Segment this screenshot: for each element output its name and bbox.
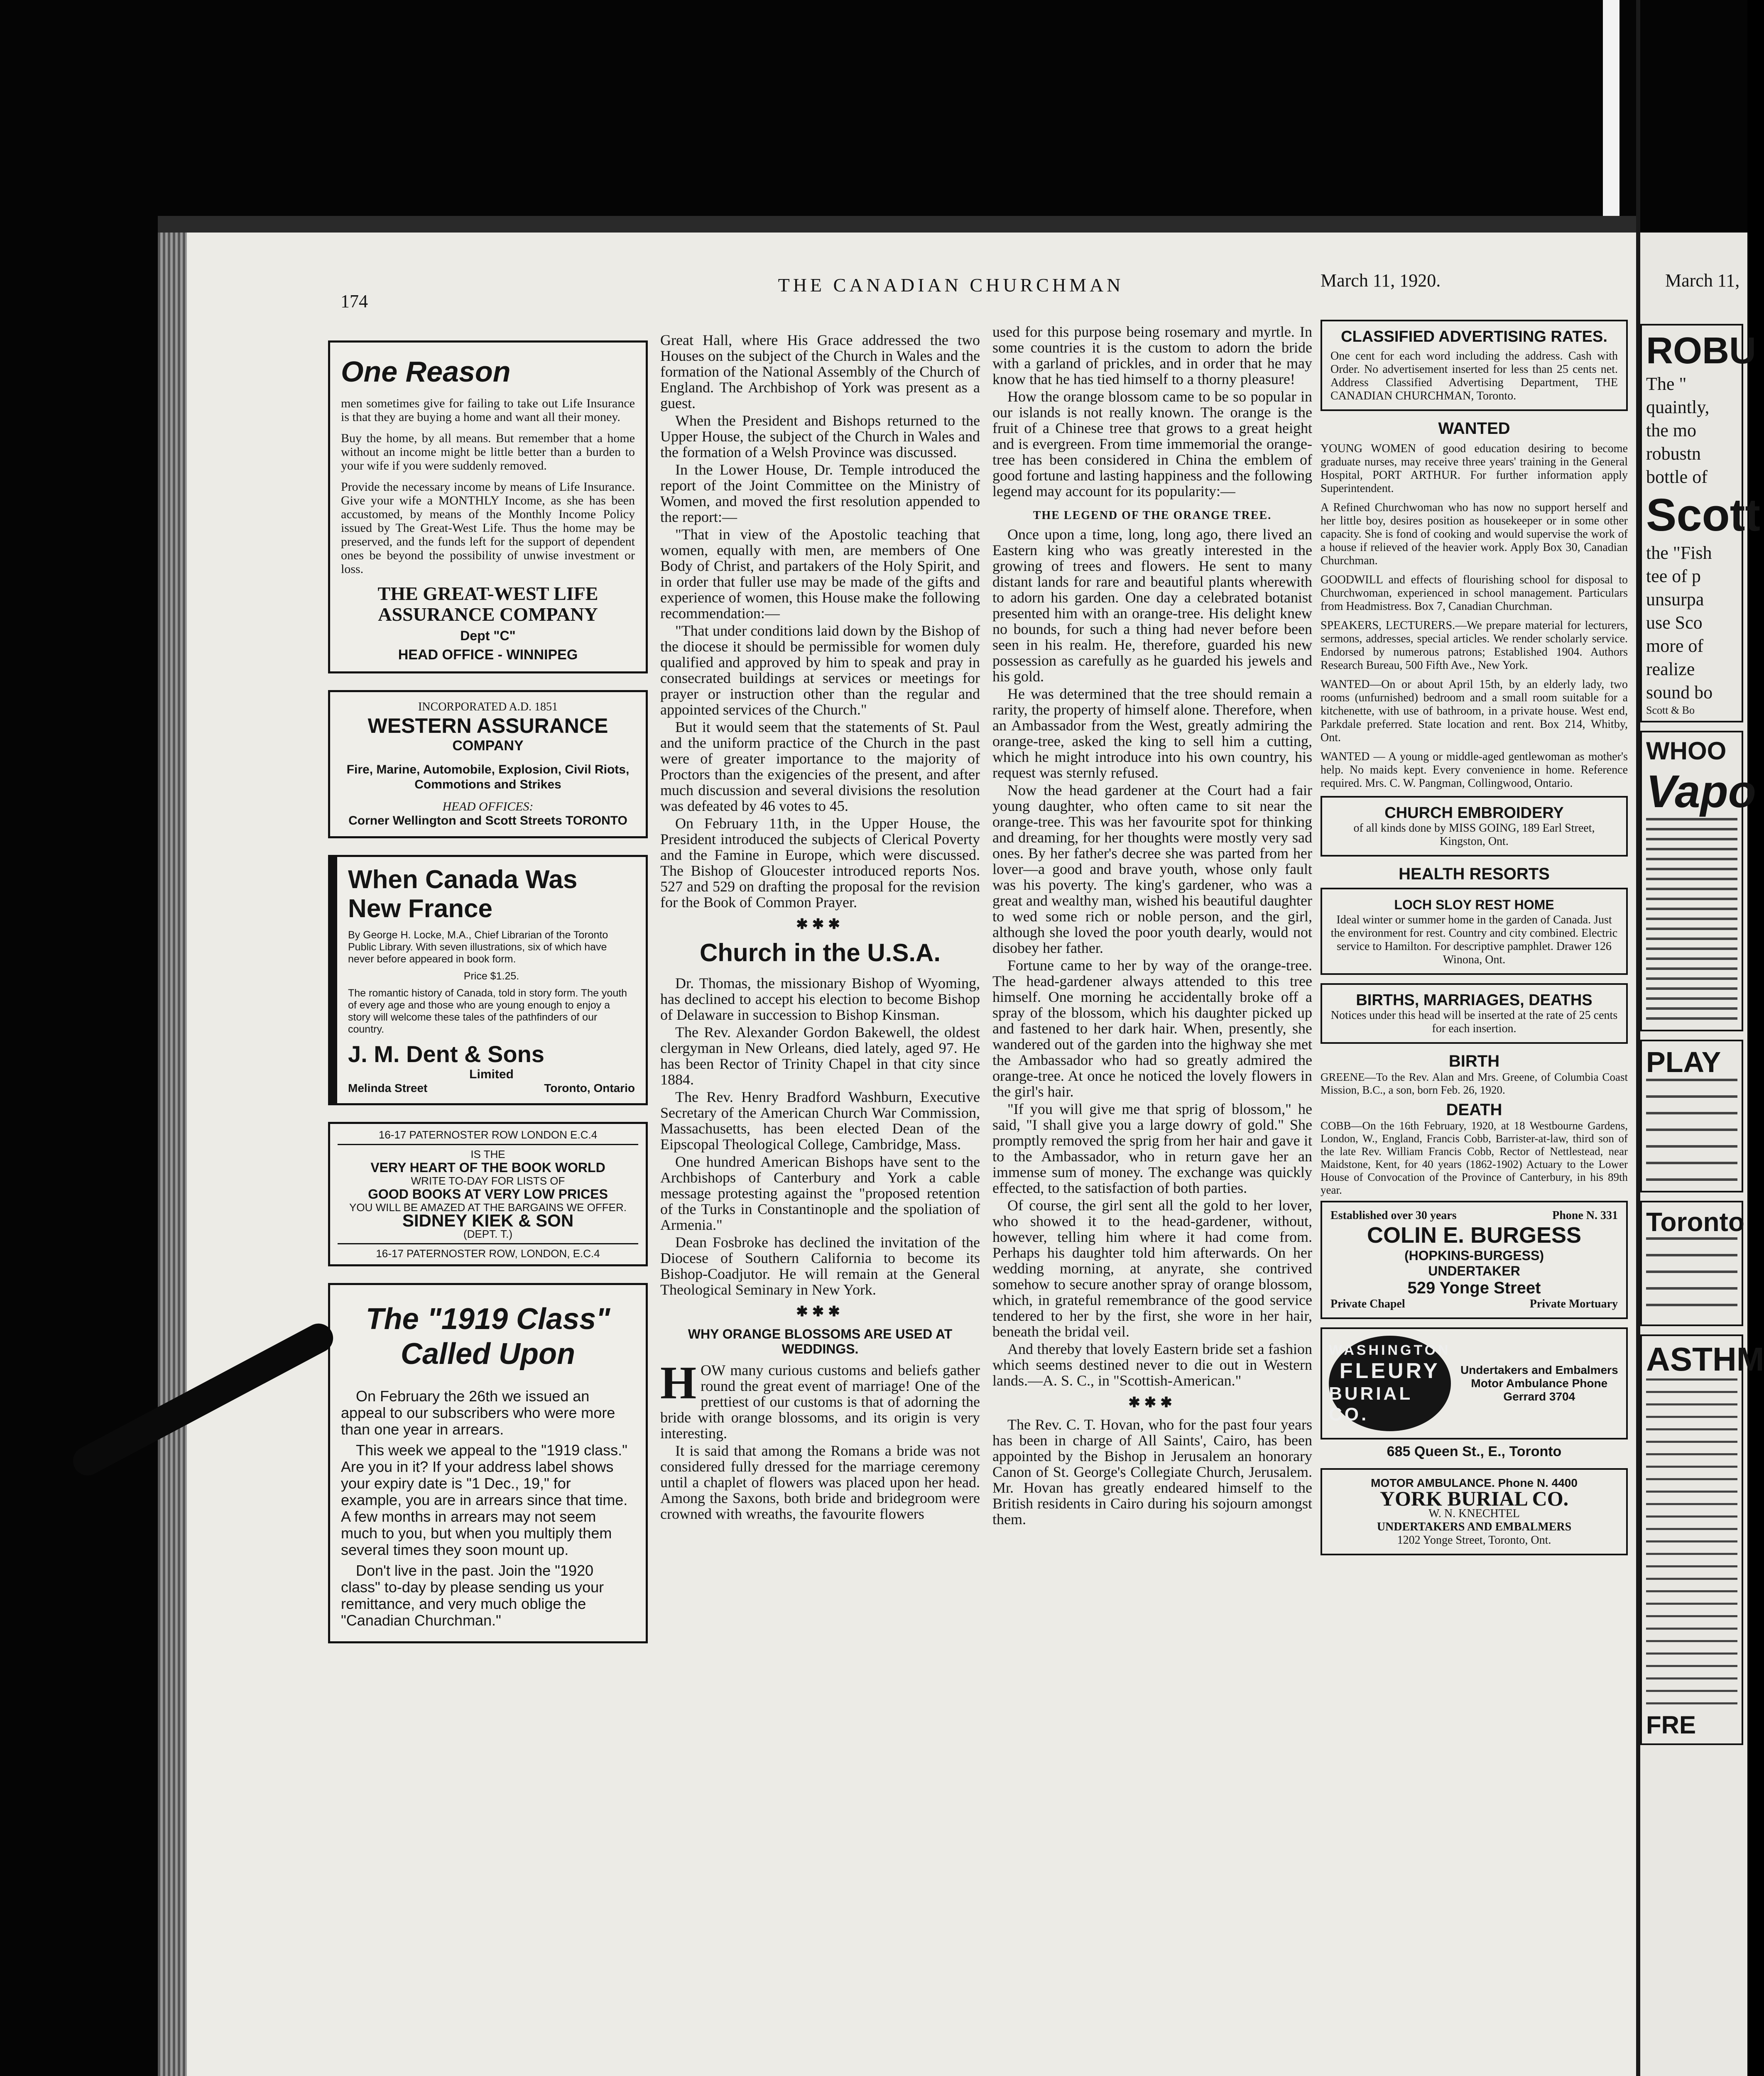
right-page-line: robustn (1646, 443, 1701, 464)
right-page-line: bottle of (1646, 467, 1708, 487)
right-page-scott: Scott (1646, 490, 1760, 541)
article-paragraph: Great Hall, where His Grace addressed the two Houses on the subject of the Church in Wales and the formation of the National Assembly of the Church of England. The Archbishop of York was present as a guest. (660, 332, 980, 411)
right-page-line: quaintly, (1646, 397, 1710, 417)
article-paragraph: The Rev. C. T. Hovan, who for the past four years has been in charge of All Saints', Cairo, has been appointed by the Bishop in Jerusalem an honorary Canon of St. George's Collegiate Church, Jerusalem. Mr. Hovan has greatly endeared himself to the British residents in Cairo during his sojourn amongst them. (992, 1416, 1312, 1528)
notice-paragraph: On February the 26th we issued an appeal to our subscribers who were more than one year in arrears. (341, 1388, 615, 1438)
york-burial-ad (1321, 1468, 1628, 1555)
fleury-address: 685 Queen St., E., Toronto (1387, 1444, 1562, 1459)
article-paragraph: The Rev. Henry Bradford Washburn, Executive Secretary of the American Church War Commission, Massachusetts, has been elected Dean of the Eipscopal Theological College, Cambridge, Mass. (660, 1089, 980, 1153)
article-paragraph (660, 1357, 980, 1442)
kiek-line: IS THE (470, 1148, 505, 1160)
section-divider: ✱✱✱ (796, 917, 844, 932)
head-offices-address: Corner Wellington and Scott Streets TORONTO (348, 814, 627, 827)
right-page-text-lines (1646, 1079, 1737, 1187)
divider (338, 1144, 638, 1145)
loch-sloy-ad (1321, 888, 1628, 975)
right-page-robu: ROBU (1646, 330, 1756, 372)
page-gutter (158, 233, 187, 2076)
right-page-text-lines (1646, 818, 1737, 1026)
article-paragraph: "That in view of the Apostolic teaching that women, equally with men, are members of One Body of Christ, and partakers of the Holy Spirit, and in order that fuller use may be made of the gifts and experience of women, this House make the following recommendation:— (660, 526, 980, 622)
kiek-line: YOU WILL BE AMAZED AT THE BARGAINS WE OFFER. (349, 1201, 627, 1214)
right-page-line: realize (1646, 659, 1695, 679)
article-paragraph: used for this purpose being rosemary and myrtle. In some countries it is the custom to adorn the bride with a garland of prickles, and in order that he may know that he has tied himself to a thorny pleasure! (992, 323, 1312, 387)
right-page-line: The " (1646, 374, 1687, 394)
article-paragraph: He was determined that the tree should remain a rarity, the property of himself alone. Therefore, when an Ambassador from the West, greatly admiring the orange-tree, asked the king to sell him a cutting, which he might introduce into his own country, his request was sternly refused. (992, 685, 1312, 781)
church-embroidery-ad (1321, 796, 1628, 857)
york-sub: UNDERTAKERS AND EMBALMERS (1377, 1520, 1572, 1533)
classified-ad: YOUNG WOMEN of good education desiring to become graduate nurses, may receive three years' training in the General Hospital, PORT ARTHUR. For further information apply Superintendent. (1321, 442, 1628, 495)
section-heading: Church in the U.S.A. (699, 939, 941, 967)
section-divider: ✱✱✱ (796, 1304, 844, 1320)
right-page-whoo-box (1640, 731, 1756, 1031)
loch-sloy-text: Ideal winter or summer home in the garden of Canada. Just the environment for rest. Country and city combined. Electric service to Hamilton. For descriptive pamphlet. Drawer 126 Winona, Ont. (1330, 913, 1618, 966)
head-office: HEAD OFFICE - WINNIPEG (398, 647, 578, 663)
right-page-fragment (1640, 233, 1764, 2076)
right-page-line: the mo (1646, 420, 1696, 441)
article-paragraph: One hundred American Bishops have sent to the Archbishops of Canterbury and York a cable message protesting against the "proposed retention of the Turks in Constantinople and the spoliation of Armenia." (660, 1153, 980, 1233)
article-paragraph: And thereby that lovely Eastern bride set a fashion which seems destined never to die out in Western lands.—A. S. C., in "Scottish-American." (992, 1341, 1312, 1389)
right-page-line: use Sco (1646, 612, 1703, 633)
right-page-fre: FRE (1646, 1711, 1696, 1739)
article-paragraph: It is said that among the Romans a bride was not considered fully dressed for the marriage ceremony until a chaplet of flowers was placed upon her head. Among the Saxons, both bride and bridegroom were crowned with wreaths, the favourite flowers (660, 1442, 980, 1522)
classified-rates-text: One cent for each word including the address. Cash with Order. No advertisement inserted for less than 25 cents net. Address Classified Advertising Department, THE CANADIAN CHURCHMAN, Toronto. (1330, 350, 1618, 402)
burgess-mortuary: Private Mortuary (1529, 1298, 1618, 1310)
drop-cap: H (660, 1357, 697, 1409)
insurance-lines: Fire, Marine, Automobile, Explosion, Civil Riots, Commotions and Strikes (346, 763, 630, 791)
article-paragraph: But it would seem that the statements of St. Paul and the uniform practice of the Church in the past were of greater importance to the majority of Proctors than the exigencies of the present, and after much discussion and several divisions the resolution was defeated by 46 votes to 45. (660, 719, 980, 814)
right-page-play-box (1640, 1040, 1743, 1192)
kiek-line: (DEPT. T.) (463, 1228, 512, 1240)
birth-notice: GREENE—To the Rev. Alan and Mrs. Greene, of Columbia Coast Mission, B.C., a son, born Feb. 26, 1920. (1321, 1071, 1628, 1096)
fleury-services: Undertakers and Embalmers Motor Ambulance Phone Gerrard 3704 (1460, 1364, 1618, 1403)
birth-heading: BIRTH (1448, 1052, 1500, 1070)
publisher-limited: Limited (469, 1067, 514, 1081)
notice-title: The "1919 Class" Called Upon (365, 1302, 610, 1371)
article-paragraph: When the President and Bishops returned to the Upper House, the subject of the Church in Wales and the formation of a Welsh Province was discussed. (660, 412, 980, 460)
drop-cap-text: OW many curious customs and beliefs gather round the great event of marriage! One of the prettiest of our customs is that of adorning the bride with orange blossoms, and its origin is very interesting. (660, 1362, 980, 1442)
great-west-life-ad (328, 340, 648, 673)
kiek-line: 16-17 PATERNOSTER ROW LONDON E.C.4 (378, 1129, 598, 1141)
section-divider: ✱✱✱ (1128, 1395, 1176, 1410)
york-phone: MOTOR AMBULANCE. Phone N. 4400 (1371, 1476, 1578, 1489)
article-paragraph: "If you will give me that sprig of blossom," he said, "I shall give you a large dowry of gold." She promptly removed the sprig from her hair and gave it to the Ambassador, who in return gave her an immense sum of money. The exchange was quickly effected, to the satisfaction of both parties. (992, 1101, 1312, 1196)
right-page-date: March 11, (1665, 270, 1740, 291)
classified-ad: SPEAKERS, LECTURERS.—We prepare material for lecturers, sermons, addresses, special articles. We render scholarly service. Endorsed by numerous patrons; Established 1904. Authors Research Bureau, 500 Fifth Ave., New York. (1321, 619, 1628, 672)
kiek-line: VERY HEART OF THE BOOK WORLD (370, 1160, 605, 1175)
embroidery-text: of all kinds done by MISS GOING, 189 Earl Street, Kingston, Ont. (1353, 822, 1595, 848)
notice-paragraph: This week we appeal to the "1919 class." Are you in it? If your address label shows your expiry date is "1 Dec., 19," for example, you are in arrears since that time. A few months in arrears may not seem much to you, but when you multiply them several times they soon mount up. (341, 1442, 628, 1558)
article-subheading: WHY ORANGE BLOSSOMS ARE USED AT WEDDINGS. (688, 1327, 953, 1356)
right-page-asthma-box (1640, 1334, 1764, 1745)
article-paragraph: How the orange blossom came to be so popular in our islands is not really known. The orange is the fruit of a Chinese tree that grows to a great height and is evergreen. From time immemorial the orange-tree has been considered in China the emblem of good fortune and lasting happiness and the following legend may account for its popularity:— (992, 388, 1312, 499)
right-page-asthm: ASTHM (1646, 1341, 1764, 1378)
article-paragraph: In the Lower House, Dr. Temple introduced the report of the Joint Committee on the Ministry of Women, and moved the first resolution appended to the report:— (660, 461, 980, 525)
issue-date: March 11, 1920. (1321, 270, 1441, 291)
company-dept: Dept "C" (460, 628, 516, 643)
column-c (992, 324, 1312, 1529)
company-name: THE GREAT-WEST LIFE ASSURANCE COMPANY (377, 583, 598, 625)
right-page-text-lines (1646, 1378, 1737, 1711)
column-ads-left (328, 340, 648, 1660)
article-paragraph: Now the head gardener at the Court had a fair young daughter, who often came to sit near the orange-tree. This was her favourite spot for thinking and dreaming, for her thoughts were mostly very sad ones. By her father's decree she was parted from her lover—a good and brave youth, whose only fault was his poverty. The king's gardener, who was a great and wealthy man, wished his beautiful daughter to wed some rich or noble person, and the girl, although she loved the poor youth dearly, would not disobey her father. (992, 782, 1312, 956)
classified-ad: WANTED—On or about April 15th, by an elderly lady, two rooms (unfurnished) bedroom and a small room suitable for a kitchenette, with use of bathroom, in a private house. West end, Parkdale preferred. State location and rent. Box 214, Whitby, Ont. (1321, 678, 1628, 744)
right-page-play: PLAY (1646, 1046, 1721, 1078)
new-france-book-ad (328, 855, 648, 1105)
right-page-toronto: Toronto (1646, 1207, 1744, 1237)
burgess-bottom-row (1330, 1298, 1618, 1311)
ad-title: One Reason (341, 355, 511, 388)
right-page-vapo: Vapo (1646, 766, 1756, 817)
kiek-name: SIDNEY KIEK & SON (402, 1211, 574, 1230)
right-page-scott-bo: Scott & Bo (1646, 704, 1695, 716)
article-paragraph: "That under conditions laid down by the Bishop of the diocese it should be permissible for women duly qualified and approved by him to speak and pray in consecrated buildings at services or meetings for prayer or instruction other than the regular and appointed services of the Church." (660, 622, 980, 718)
head-offices-label: HEAD OFFICES: (442, 800, 534, 813)
colin-burgess-ad (1321, 1201, 1628, 1319)
legend-heading: THE LEGEND OF THE ORANGE TREE. (1033, 509, 1272, 522)
burgess-top-row (1330, 1209, 1618, 1222)
scan-edge-strip (1603, 0, 1619, 233)
health-resorts-heading: HEALTH RESORTS (1399, 865, 1550, 883)
right-page-lines2 (1646, 541, 1737, 704)
kiek-line: 16-17 PATERNOSTER ROW, LONDON, E.C.4 (376, 1247, 600, 1260)
bmd-title: BIRTHS, MARRIAGES, DEATHS (1356, 991, 1592, 1009)
burgess-chapel: Private Chapel (1330, 1298, 1405, 1310)
right-page-ad-box (1640, 324, 1760, 722)
right-page-line: sound bo (1646, 682, 1713, 703)
article-paragraph: The Rev. Alexander Gordon Bakewell, the oldest clergyman in New Orleans, died lately, aged 97. He has been Rector of Trinity Chapel in that city since 1884. (660, 1024, 980, 1088)
right-page-line: the "Fish (1646, 543, 1712, 563)
notice-paragraph: Don't live in the past. Join the "1920 class" to-day by please sending us your remittance, and very much oblige the "Canadian Churchman." (341, 1562, 604, 1629)
article-paragraph: Dr. Thomas, the missionary Bishop of Wyoming, has declined to accept his election to become Bishop of Delaware in succession to Bishop Kinsman. (660, 975, 980, 1023)
births-marriages-deaths-box (1321, 983, 1628, 1044)
fleury-logo-line: BURIAL CO. (1329, 1383, 1413, 1425)
classified-rates-box (1321, 320, 1628, 411)
burgess-address: 529 Yonge Street (1407, 1279, 1541, 1297)
right-page-text-lines (1646, 1237, 1737, 1320)
right-page-whoo: WHOO (1646, 737, 1727, 765)
article-paragraph: Dean Fosbroke has declined the invitation of the Diocese of Southern California to become its Bishop-Coadjutor. He will remain at the General Theological Seminary in New York. (660, 1234, 980, 1298)
column-b (660, 332, 980, 1523)
article-paragraph: Once upon a time, long, long ago, there lived an Eastern king who was greatly interested in the growing of trees and flowers. He sent to many distant lands for rare and beautiful plants wherewith to adorn his garden. One day a celebrated botanist presented him with an orange-tree. His delight knew no bounds, for such a thing had never before been seen in his realm. He, therefore, guarded his new possession as carefully as he guarded his jewels and his gold. (992, 526, 1312, 685)
right-page-lines (1646, 372, 1737, 489)
burgess-established: Established over 30 years (1330, 1209, 1457, 1222)
publisher-address (348, 1082, 635, 1095)
right-page-toronto-box (1640, 1201, 1743, 1326)
column-classifieds (1321, 320, 1628, 1564)
york-address: 1202 Yonge Street, Toronto, Ont. (1397, 1534, 1551, 1547)
company-name: WESTERN ASSURANCE (368, 714, 608, 737)
right-page-line: tee of p (1646, 566, 1701, 586)
book-blurb: The romantic history of Canada, told in story form. The youth of every age and those who are young enough to enjoy a story will welcome these tales of the pathfinders of our country. (348, 987, 627, 1035)
divider (338, 1243, 638, 1244)
publisher-name: J. M. Dent & Sons (348, 1041, 544, 1067)
york-name: YORK BURIAL CO. (1379, 1487, 1569, 1510)
publisher-city: Toronto, Ontario (544, 1082, 635, 1094)
right-page-line: more of (1646, 636, 1704, 656)
company-word: COMPANY (452, 738, 524, 754)
article-paragraph: Fortune came to her by way of the orange-tree. The head-gardener always attended to this tree himself. One morning he accidentally broke off a spray of the blossom, which his daughter picked up and fastened to her dark hair. When, presently, she wandered out of the garden into the highway she met the Ambassador who had so greatly admired the orange-tree. At once he noticed the lovely flowers in the girl's hair. (992, 957, 1312, 1100)
death-notice: COBB—On the 16th February, 1920, at 18 Westbourne Gardens, London, W., England, Francis Cobb, Barrister-at-law, third son of the late Rev. William Francis Cobb, Rector of Nettlestead, near Maidstone, Kent, for 40 years (1862-1902) Actuary to the Lower House of Convocation of the Province of Canterbury, in his 89th year. (1321, 1119, 1628, 1196)
classified-rates-title: CLASSIFIED ADVERTISING RATES. (1341, 328, 1607, 345)
incorporated-line: INCORPORATED A.D. 1851 (418, 700, 558, 713)
loch-sloy-title: LOCH SLOY REST HOME (1394, 897, 1554, 912)
burgess-undertaker: UNDERTAKER (1428, 1263, 1520, 1278)
fleury-logo (1329, 1336, 1451, 1431)
running-head: THE CANADIAN CHURCHMAN (778, 274, 1124, 296)
publisher-street: Melinda Street (348, 1082, 428, 1094)
wanted-heading: WANTED (1438, 419, 1510, 438)
kiek-line: WRITE TO-DAY FOR LISTS OF (411, 1175, 565, 1187)
classified-ad: WANTED — A young or middle-aged gentlewoman as mother's help. No maids kept. Every convenience in home. Reference required. Mrs. C. W. Pangman, Collingwood, Ontario. (1321, 750, 1628, 790)
burgess-name: COLIN E. BURGESS (1367, 1223, 1582, 1248)
york-owner: W. N. KNECHTEL (1428, 1507, 1520, 1520)
right-page-line: unsurpa (1646, 589, 1704, 610)
western-assurance-ad (328, 690, 648, 838)
kiek-line: GOOD BOOKS AT VERY LOW PRICES (368, 1187, 608, 1202)
burgess-sub: (HOPKINS-BURGESS) (1404, 1248, 1544, 1263)
sidney-kiek-ad (328, 1122, 648, 1266)
binding-fold (1636, 0, 1640, 2076)
bmd-text: Notices under this head will be inserted at the rate of 25 cents for each insertion. (1330, 1009, 1618, 1035)
book-byline: By George H. Locke, M.A., Chief Librarian of the Toronto Public Library. With seven illustrations, six of which have never before appeared in book form. (348, 929, 608, 965)
class-1919-notice (328, 1283, 648, 1643)
book-title: When Canada Was New France (348, 865, 578, 923)
washington-fleury-ad (1321, 1327, 1628, 1439)
ad-paragraph: Provide the necessary income by means of Life Insurance. Give your wife a MONTHLY Income, as she has been accustomed, by means of the Monthly Income Policy issued by The Great-West Life. Thus the home may be preserved, and the funds left for the support of dependent ones be beyond the possibility of unwise investment or loss. (341, 480, 635, 576)
page-number: 174 (341, 291, 368, 311)
death-heading: DEATH (1446, 1101, 1502, 1119)
embroidery-title: CHURCH EMBROIDERY (1384, 804, 1564, 822)
article-paragraph: Of course, the girl sent all the gold to her lover, who showed it to the head-gardener, without, however, telling him where it had come from. Perhaps his daughter told him afterwards. On her wedding morning, at anyrate, she contrived somehow to secure another spray of orange blossom, which, in grateful remembrance of the good service tendered to her by the first, she wore in her hair, beneath the bridal veil. (992, 1197, 1312, 1340)
classified-ad: A Refined Churchwoman who has now no support herself and her little boy, desires position as housekeeper or in some other capacity. She is fond of cooking and would supervise the work of a house if relieved of the heavier work. Apply Box 30, Canadian Churchman. (1321, 501, 1628, 567)
ad-paragraph: men sometimes give for failing to take out Life Insurance is that they are buying a home and want all their money. (341, 397, 635, 424)
fleury-logo-line: FLEURY (1339, 1359, 1440, 1383)
fleury-logo-line: WASHINGTON (1329, 1342, 1451, 1358)
ad-paragraph: Buy the home, by all means. But remember that a home without an income might be little better than a burden to your wife if you were suddenly removed. (341, 431, 635, 472)
burgess-phone: Phone N. 331 (1552, 1209, 1618, 1222)
book-price: Price $1.25. (463, 970, 519, 982)
classified-ad: GOODWILL and effects of flourishing school for disposal to Churchwoman, experienced in school management. Particulars from Headmistress. Box 7, Canadian Churchman. (1321, 573, 1628, 613)
article-paragraph: On February 11th, in the Upper House, the President introduced the subjects of Clerical Poverty and the Famine in Europe, which were discussed. The Bishop of Gloucester introduced reports Nos. 527 and 529 on drafting the proposal for the revision for the Book of Common Prayer. (660, 815, 980, 911)
